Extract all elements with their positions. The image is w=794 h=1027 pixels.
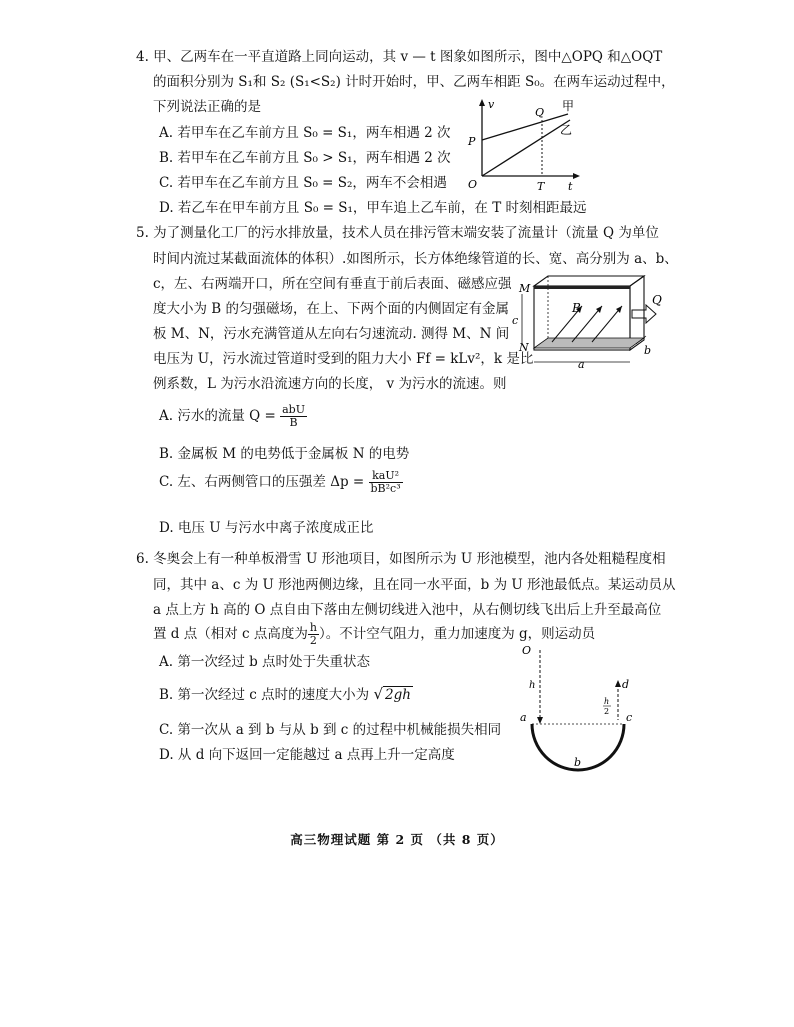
q5-label-m: M xyxy=(519,282,531,295)
q4-label-yi: 乙 xyxy=(560,123,573,137)
q4-label-p: P xyxy=(468,135,476,148)
q5-option-c-fraction xyxy=(369,470,403,495)
q5-label-c: c xyxy=(512,314,519,327)
q6-option-b-text: B. 第一次经过 c 点时的速度大小为 xyxy=(159,687,370,703)
q5-option-c-num: kaU² xyxy=(369,470,403,483)
q5-option-d: D. 电压 U 与污水中离子浓度成正比 xyxy=(159,520,374,536)
q4-line-2: 的面积分别为 S₁和 S₂ (S₁<S₂) 计时开始时，甲、乙两车相距 S₀。在两车运动过程中， xyxy=(153,74,675,90)
q6-line-1: 6. 冬奥会上有一种单板滑雪 U 形池项目，如图所示为 U 形池模型，池内各处粗糙程度相 xyxy=(136,551,666,567)
q6-rise-arrow xyxy=(615,680,621,687)
q5-line-2: 时间内流过某截面流体的体积）.如图所示，长方体绝缘管道的长、宽、高分别为 a、b、 xyxy=(153,251,678,267)
q6-label-h: h xyxy=(529,680,536,691)
q6-line-4-fraction xyxy=(308,622,319,647)
q5-option-b: B. 金属板 M 的电势低于金属板 N 的电势 xyxy=(159,446,410,462)
page-footer: 高三物理试题 第 2 页 （共 8 页） xyxy=(290,832,504,847)
q5-line-5: 板 M、N，污水充满管道从左向右匀速流动. 测得 M、N 间 xyxy=(153,326,510,342)
q6-line-2: 同，其中 a、c 为 U 形池两侧边缘，且在同一水平面，b 为 U 形池最低点。某运动员从 xyxy=(153,577,676,593)
q6-label-b: b xyxy=(574,756,582,769)
q5-option-c-text: C. 左、右两侧管口的压强差 Δp = xyxy=(159,474,365,491)
q4-option-d: D. 若乙车在甲车前方且 S₀ = S₁，甲车追上乙车前，在 T 时刻相距最远 xyxy=(159,200,587,216)
q4-line-3: 下列说法正确的是 xyxy=(153,99,261,115)
q5-option-c xyxy=(159,470,403,495)
q4-v-arrow xyxy=(479,99,485,106)
q5-line-3: c，左、右两端开口，所在空间有垂直于前后表面、磁感应强 xyxy=(153,276,512,292)
q4-label-q: Q xyxy=(535,106,545,119)
q5-label-a: a xyxy=(578,358,585,371)
q4-label-v: v xyxy=(488,98,495,111)
q6-label-c: c xyxy=(626,711,633,724)
q5-pipe-top xyxy=(534,276,644,286)
q5-plate-n xyxy=(534,338,644,348)
q6-drop-arrow xyxy=(537,717,543,724)
q6-label-h2-den: 2 xyxy=(604,707,610,716)
q6-line-3: a 点上方 h 高的 O 点自由下落由左侧切线进入池中，从右侧切线飞出后上升至最高位 xyxy=(153,602,662,618)
q5-option-a xyxy=(159,404,307,429)
q6-option-c: C. 第一次从 a 到 b 与从 b 到 c 的过程中机械能损失相同 xyxy=(159,722,502,738)
q5-plate-m xyxy=(534,286,630,289)
q6-option-a: A. 第一次经过 b 点时处于失重状态 xyxy=(159,654,371,670)
q6-u-pool-diagram xyxy=(512,640,642,780)
q6-label-o: O xyxy=(522,644,532,657)
q5-line-6: 电压为 U，污水流过管道时受到的阻力大小 Ff = kLv²，k 是比 xyxy=(153,351,534,367)
q4-option-a: A. 若甲车在乙车前方且 S₀ = S₁，两车相遇 2 次 xyxy=(159,125,451,141)
q6-option-d: D. 从 d 向下返回一定能越过 a 点再上升一定高度 xyxy=(159,747,455,763)
q5-b-field-3 xyxy=(592,306,622,342)
q4-t-arrow xyxy=(573,173,580,179)
q4-label-t: t xyxy=(568,180,573,193)
q5-pipe-diagram xyxy=(506,272,666,372)
q5-option-c-den: bB²c³ xyxy=(370,482,401,496)
q4-vt-graph xyxy=(464,96,594,196)
q6-option-b-sqrt: 2gh xyxy=(385,687,411,703)
q4-label-jia: 甲 xyxy=(562,99,575,113)
q4-line-1: 4. 甲、乙两车在一平直道路上同向运动，其 v — t 图象如图所示，图中△OPQ 和△OQT xyxy=(136,49,663,65)
q5-option-a-text: A. 污水的流量 Q = xyxy=(159,408,276,425)
q6-line-4-prefix: 置 d 点（相对 c 点高度为 xyxy=(153,626,308,643)
q6-label-a: a xyxy=(520,711,527,724)
q6-line-4-num: h xyxy=(309,621,317,634)
q5-line-1: 5. 为了测量化工厂的污水排放量，技术人员在排污管末端安装了流量计（流量 Q 为单位 xyxy=(136,225,659,241)
q5-option-a-fraction xyxy=(280,404,307,429)
q4-line-jia xyxy=(482,114,568,140)
q5-option-a-den: B xyxy=(289,416,298,430)
q5-label-b: b xyxy=(644,344,652,357)
q4-label-o: O xyxy=(468,178,478,191)
q5-label-n: N xyxy=(519,341,529,354)
q4-option-c: C. 若甲车在乙车前方且 S₀ = S₂，两车不会相遇 xyxy=(159,175,447,191)
q6-label-d: d xyxy=(622,678,630,691)
q5-option-a-num: abU xyxy=(282,403,305,416)
q4-option-b: B. 若甲车在乙车前方且 S₀ > S₁，两车相遇 2 次 xyxy=(159,150,451,166)
q4-line-yi xyxy=(482,120,573,176)
q4-label-t-point: T xyxy=(537,180,545,193)
q6-option-b xyxy=(159,683,413,703)
q6-line-4-suffix: ）。不计空气阻力，重力加速度为 g，则运动员 xyxy=(318,626,596,643)
q5-label-q: Q xyxy=(652,293,662,307)
q6-label-h2-num: h xyxy=(604,697,610,706)
q6-option-b-sqrt-sign: √ xyxy=(373,685,384,703)
q5-line-4: 度大小为 B 的匀强磁场，在上、下两个面的内侧固定有金属 xyxy=(153,301,510,317)
q6-line-4-den: 2 xyxy=(309,634,317,648)
q5-line-7: 例系数，L 为污水沿流速方向的长度， v 为污水的流速。则 xyxy=(153,376,507,392)
q5-label-b-field: B xyxy=(572,301,581,315)
